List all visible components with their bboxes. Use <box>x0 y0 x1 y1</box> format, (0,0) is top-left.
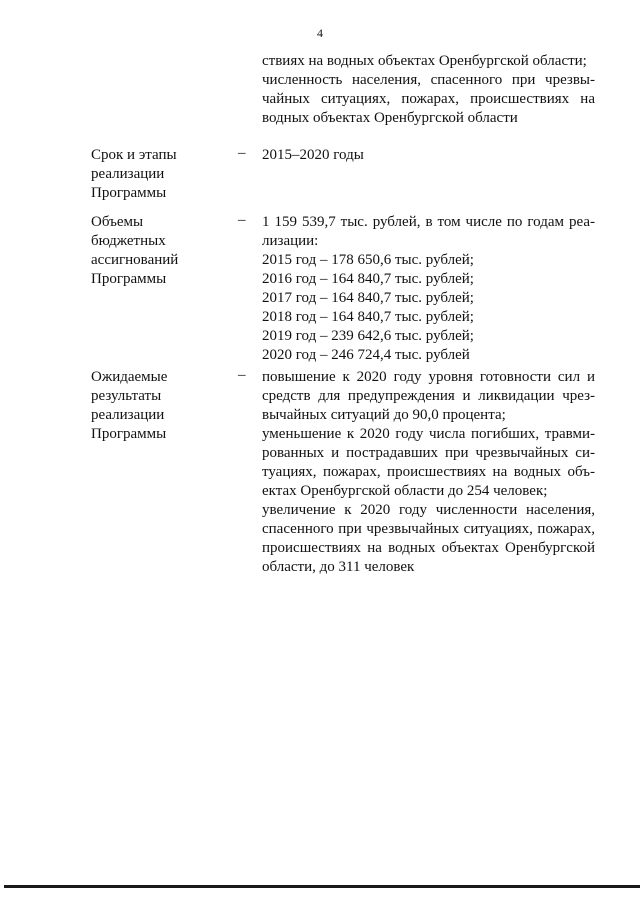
value-line: лизации: <box>262 233 319 249</box>
value-line: рованных и пострадавших при чрезвычайных си- <box>262 445 595 461</box>
row-value-term <box>262 146 595 165</box>
label-line: результаты <box>91 388 162 404</box>
value-line: 2017 год – 164 840,7 тыс. рублей; <box>262 290 474 306</box>
value-line: 2019 год – 239 642,6 тыс. рублей; <box>262 328 474 344</box>
value-line: 2018 год – 164 840,7 тыс. рублей; <box>262 309 474 325</box>
label-line: Срок и этапы <box>91 147 177 163</box>
label-line: ассигнований <box>91 252 179 268</box>
scan-edge-line <box>4 885 640 888</box>
value-line: туациях, пожарах, происшествиях на водных объ- <box>262 464 595 480</box>
page-number: 4 <box>317 26 323 40</box>
row-value-budget <box>262 213 595 365</box>
label-line: бюджетных <box>91 233 166 249</box>
row-dash: – <box>238 145 246 161</box>
label-line: Программы <box>91 185 167 201</box>
label-line: Ожидаемые <box>91 369 168 385</box>
label-line: Программы <box>91 271 167 287</box>
value-line: увеличение к 2020 году численности населения, <box>262 502 595 518</box>
label-line: Программы <box>91 426 167 442</box>
row-label-budget <box>91 213 226 289</box>
value-line: 2015 год – 178 650,6 тыс. рублей; <box>262 252 474 268</box>
value-line: средств для предупреждения и ликвидации чрез- <box>262 388 595 404</box>
value-line: области, до 311 человек <box>262 559 415 575</box>
value-line: происшествиях на водных объектах Оренбургской <box>262 540 595 556</box>
value-line: вычайных ситуаций до 90,0 процента; <box>262 407 506 423</box>
row-dash: – <box>238 367 246 383</box>
label-line: Объемы <box>91 214 144 230</box>
value-line: ектах Оренбургской области до 254 человек; <box>262 483 548 499</box>
value-line: спасенного при чрезвычайных ситуациях, пожарах, <box>262 521 595 537</box>
text-line: численность населения, спасенного при чрезвы- <box>262 72 595 88</box>
label-line: реализации <box>91 166 165 182</box>
continuation-text <box>262 52 595 128</box>
row-label-term <box>91 146 226 203</box>
value-line: уменьшение к 2020 году числа погибших, травми- <box>262 426 595 442</box>
text-line: водных объектах Оренбургской области <box>262 110 518 126</box>
value-line: 1 159 539,7 тыс. рублей, в том числе по годам реа- <box>262 214 595 230</box>
value-line: 2015–2020 годы <box>262 147 364 163</box>
row-label-results <box>91 368 226 444</box>
value-line: 2020 год – 246 724,4 тыс. рублей <box>262 347 470 363</box>
row-dash: – <box>238 212 246 228</box>
value-line: 2016 год – 164 840,7 тыс. рублей; <box>262 271 474 287</box>
row-value-results <box>262 368 595 577</box>
text-line: чайных ситуациях, пожарах, происшествиях на <box>262 91 595 107</box>
value-line: повышение к 2020 году уровня готовности сил и <box>262 369 595 385</box>
label-line: реализации <box>91 407 165 423</box>
text-line: ствиях на водных объектах Оренбургской области; <box>262 53 587 69</box>
